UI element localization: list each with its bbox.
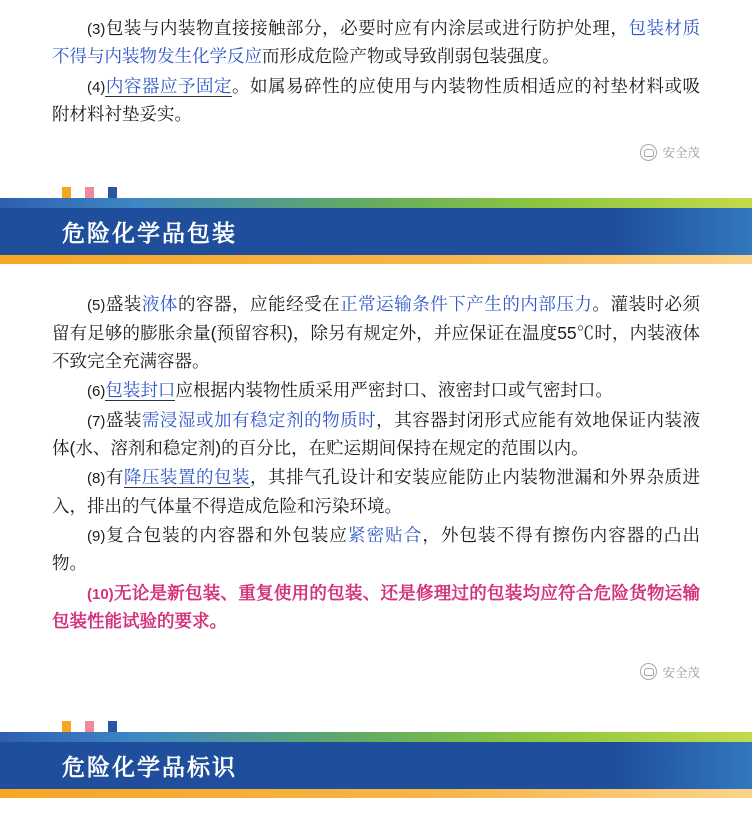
paragraph-4-run-1: 内容器应予固定 — [105, 75, 233, 96]
paragraph-5-run-4: 正常运输条件下产生的内部压力 — [340, 294, 593, 315]
watermark-spacer-mid — [0, 637, 752, 663]
paragraph-5-run-5: 。灌装时必须留有足够的膨胀余量(预留容积)，除另有规定外，并应保证在温度55℃时，内装液体不致完全充满容器。 — [52, 294, 701, 372]
post-banner-1-spacer — [0, 264, 752, 290]
paragraph-5 — [52, 290, 700, 375]
paragraph-8-run-1: 有 — [105, 467, 124, 488]
paragraph-6-number: (6) — [87, 383, 106, 401]
tick-blue-icon — [108, 187, 117, 198]
pre-banner-1-spacer — [0, 161, 752, 187]
section-banner-packaging — [0, 187, 752, 264]
paragraph-9-run-1: 复合包装的内容器和外包装应 — [105, 525, 349, 546]
paragraph-7-number: (7) — [87, 412, 106, 430]
paragraph-5-run-2: 液体 — [141, 294, 178, 315]
banner-1-ticks — [0, 187, 752, 198]
banner-1-gradient-stripe — [0, 198, 752, 208]
paragraph-3-number: (3) — [87, 21, 106, 38]
tick-blue-icon — [108, 721, 117, 732]
tick-pink-icon — [85, 187, 94, 198]
paragraph-9 — [52, 521, 700, 578]
top-spacer — [0, 0, 752, 14]
watermark-middle-label: 安全茂 — [662, 665, 700, 680]
watermark-middle — [0, 663, 752, 681]
banner-2-ticks — [0, 721, 752, 732]
paragraph-8-run-2: 降压装置的包装 — [123, 467, 251, 488]
banner-1-title-row — [0, 208, 752, 255]
watermark-top — [0, 143, 752, 161]
paragraph-10-number: (10) — [87, 585, 114, 603]
paragraph-9-number: (9) — [87, 528, 106, 546]
paragraph-8 — [52, 463, 700, 520]
watermark-top-label: 安全茂 — [662, 146, 700, 161]
paragraph-6-run-2: 应根据内装物性质采用严密封口、液密封口或气密封口。 — [175, 380, 613, 401]
paragraph-6 — [52, 376, 700, 404]
paragraph-4 — [52, 72, 700, 129]
banner-2-bottom-stripe — [0, 789, 752, 798]
paragraph-7-run-2: 需浸湿或加有稳定剂的物质时 — [141, 409, 377, 430]
banner-2-title: 危险化学品标识 — [62, 753, 237, 780]
banner-1-bottom-stripe — [0, 255, 752, 264]
watermark-spacer-top — [0, 129, 752, 143]
middle-text-section — [0, 290, 752, 635]
paragraph-10 — [52, 579, 700, 636]
banner-1-title: 危险化学品包装 — [62, 220, 237, 247]
paragraph-8-number: (8) — [87, 470, 106, 488]
paragraph-3 — [52, 14, 700, 71]
paragraph-9-run-3: ，外包装不得有擦伤内容器的凸出物。 — [52, 525, 701, 574]
tick-pink-icon — [85, 721, 94, 732]
paragraph-4-number: (4) — [87, 78, 106, 96]
paragraph-6-run-1: 包装封口 — [105, 380, 176, 401]
paragraph-7-run-3: ，其容器封闭形式应能有效地保证内装液体(水、溶剂和稳定剂)的百分比，在贮运期间保持在规定的范围以内。 — [52, 409, 701, 459]
banner-2-gradient-stripe — [0, 732, 752, 742]
paragraph-3-run-1: 包装与内装物直接接触部分，必要时应有内涂层或进行防护处理， — [105, 18, 629, 38]
tick-orange-icon — [62, 721, 71, 732]
wechat-icon — [640, 663, 657, 680]
paragraph-3-run-3: 而形成危险产物或导致削弱包装强度。 — [262, 46, 560, 67]
banner-2-title-row — [0, 742, 752, 789]
paragraph-5-number: (5) — [87, 297, 106, 315]
paragraph-4-run-2: 。如属易碎性的应使用与内装物性质相适应的衬垫材料或吸附材料衬垫妥实。 — [52, 75, 701, 125]
paragraph-5-run-1: 盛装 — [105, 294, 142, 315]
paragraph-7-run-1: 盛装 — [105, 409, 142, 430]
paragraph-3-run-2: 包装材质不得与内装物发生化学反应 — [52, 18, 701, 67]
paragraph-7 — [52, 406, 700, 463]
section-banner-labeling — [0, 721, 752, 798]
paragraph-5-run-3: 的容器，应能经受在 — [177, 294, 341, 315]
paragraph-9-run-2: 紧密贴合 — [348, 525, 423, 546]
top-text-section — [0, 14, 752, 128]
paragraph-8-run-3: ，其排气孔设计和安装应能防止内装物泄漏和外界杂质进入，排出的气体量不得造成危险和污染环境。 — [52, 467, 701, 516]
tick-orange-icon — [62, 187, 71, 198]
wechat-icon — [640, 144, 657, 161]
paragraph-10-run-1: 无论是新包装、重复使用的包装、还是修理过的包装均应符合危险货物运输包装性能试验的要求。 — [52, 582, 700, 632]
pre-banner-2-spacer — [0, 681, 752, 721]
